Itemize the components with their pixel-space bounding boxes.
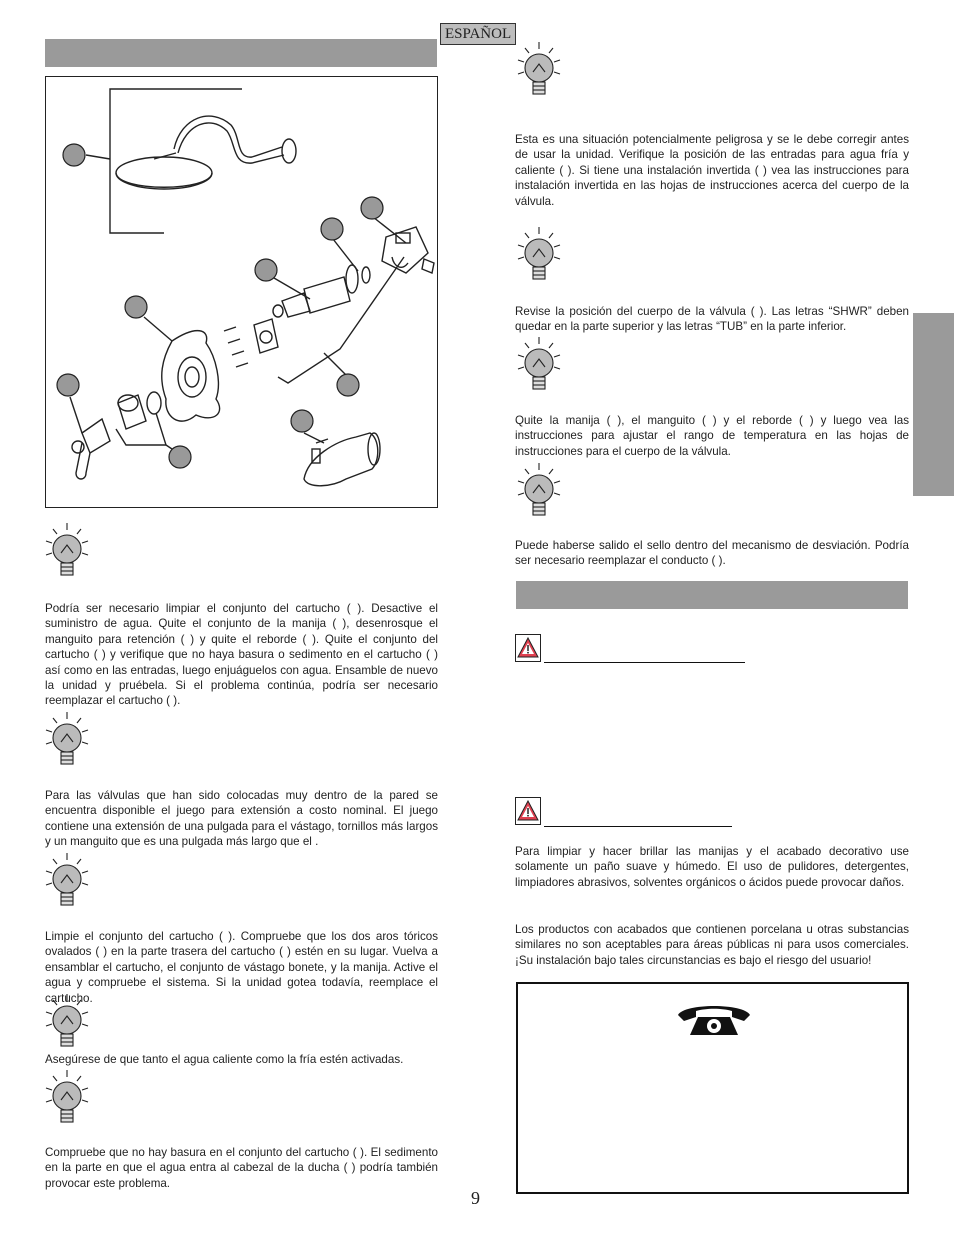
callout-circle-5: [125, 296, 147, 318]
lightbulb-icon: [515, 225, 563, 285]
lightbulb-icon: [43, 851, 91, 911]
right-paragraph-3: Quite la manija ( ), el manguito ( ) y el reborde ( ) y luego vea las instrucciones para ajustar el rango de temperatura en las hojas de instrucciones para el cuerpo de la válvula.: [515, 414, 909, 458]
callout-circle-1: [63, 144, 85, 166]
warning-triangle-icon: [515, 797, 541, 825]
warning-heading-line: [544, 660, 745, 663]
callout-circle-9: [169, 446, 191, 468]
callout-circle-7: [337, 374, 359, 396]
left-paragraph-1: Podría ser necesario limpiar el conjunto del cartucho ( ). Desactive el suministro de agua. Quite el conjunto de la manija ( ), desenrosque el manguito para retención ( ) y quite el reborde ( ). Quite el conjunto del cartucho ( ) y verifique que no haya basura o sedimento en el cartucho ( ) así como en las entradas, luego enjuáguelos con agua. Ensamble de nuevo la unidad y pruébela. Si el problema continúa, podría ser necesario reemplazar el cartucho ( ).: [45, 602, 438, 708]
left-paragraph-4: Asegúrese de que tanto el agua caliente como la fría estén activadas.: [45, 1053, 404, 1066]
parts-diagram: [45, 76, 438, 508]
lightbulb-icon: [43, 710, 91, 770]
warning-triangle-icon: [515, 634, 541, 662]
side-language-tab: [913, 313, 954, 496]
callout-circle-2: [361, 197, 383, 219]
right-paragraph-2: Revise la posición del cuerpo de la válvula ( ). Las letras “SHWR” deben quedar en la parte superior y las letras “TUB” en la parte inferior.: [515, 305, 909, 334]
callout-circle-3: [321, 218, 343, 240]
right-section-header-bar: [516, 581, 908, 609]
parts-diagram-drawing: [46, 77, 437, 507]
right-paragraph-5: Para limpiar y hacer brillar las manijas y el acabado decorativo use solamente un paño suave y húmedo. El uso de pulidores, detergentes, limpiadores abrasivos, solventes orgánicos o ácidos puede provocar daños.: [515, 845, 909, 889]
callout-circle-8: [291, 410, 313, 432]
right-paragraph-6: Los productos con acabados que contienen porcelana u otras substancias similares no son aceptables para áreas públicas ni para usos comerciales. ¡Su instalación bajo tales circunstancias es bajo el riesgo del usuario!: [515, 923, 909, 967]
lightbulb-icon: [515, 335, 563, 395]
left-section-header-bar: [45, 39, 437, 67]
callout-circle-6: [57, 374, 79, 396]
lightbulb-icon: [515, 461, 563, 521]
lightbulb-icon: [43, 521, 91, 581]
callout-circle-4: [255, 259, 277, 281]
contact-box: [516, 982, 909, 1194]
warning-heading-line: [544, 824, 732, 827]
page-number: 9: [471, 1188, 480, 1208]
language-label: ESPAÑOL: [440, 23, 516, 45]
right-paragraph-4: Puede haberse salido el sello dentro del mecanismo de desviación. Podría ser necesario reemplazar el conducto ( ).: [515, 539, 909, 568]
left-paragraph-2: Para las válvulas que han sido colocadas muy dentro de la pared se encuentra disponible el juego para extensión a costo nominal. El juego contiene una extensión de una pulgada para el vástago, tornillos más largos y un manguito que es una pulgada más largo que el .: [45, 789, 438, 849]
telephone-icon: [674, 1001, 754, 1041]
left-paragraph-5: Compruebe que no hay basura en el conjunto del cartucho ( ). El sedimento en la parte en que el agua entra al cabezal de la ducha ( ) podría también provocar este problema.: [45, 1146, 438, 1190]
lightbulb-icon: [515, 40, 563, 100]
left-paragraph-3: Limpie el conjunto del cartucho ( ). Compruebe que los dos aros tóricos ovalados ( ) en la parte trasera del cartucho ( ) estén en su lugar. Vuelva a ensamblar el cartucho, el conjunto de vástago bonete, y la manija. Active el agua y compruebe el sistema. Si la unidad gotea todavía, reemplace el cartucho.: [45, 930, 438, 1005]
right-paragraph-1: Esta es una situación potencialmente peligrosa y se le debe corregir antes de usar la unidad. Verifique la posición de las entradas para agua fría y caliente ( ). Si tiene una instalación invertida ( ) vea las instrucciones para instalación invertida en las hojas de instrucciones acerca del cuerpo de la válvula.: [515, 133, 909, 208]
lightbulb-icon: [43, 1068, 91, 1128]
lightbulb-icon: [43, 992, 91, 1052]
